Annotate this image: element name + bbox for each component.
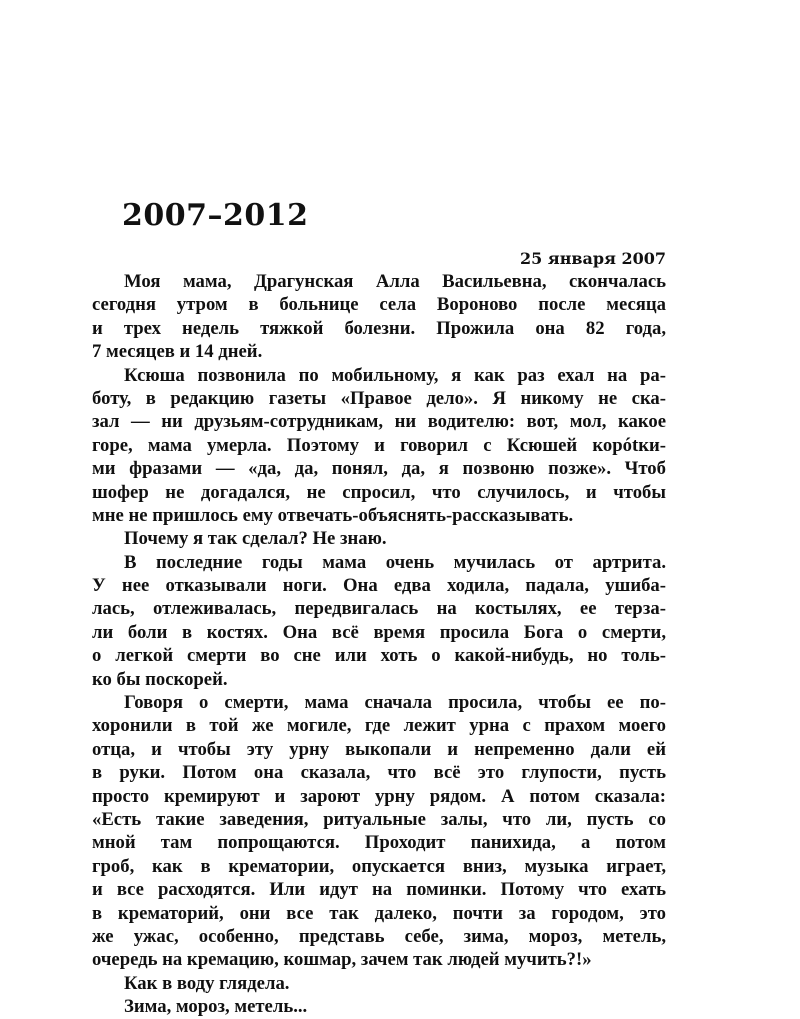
text-line: боту, в редакцию газеты «Правое дело». Я никому не ска- [92, 387, 666, 409]
text-line: и трех недель тяжкой болезни. Прожила она 82 года, [92, 317, 666, 339]
text-line: У нее отказывали ноги. Она едва ходила, падала, ушиба- [92, 575, 666, 597]
text-line: и все расходятся. Или идут на поминки. Потому что ехать [92, 879, 666, 901]
text-line: В последние годы мама очень мучилась от артрита. [124, 551, 666, 573]
text-line: ко бы поскорей. [92, 668, 228, 690]
text-line: Говоря о смерти, мама сначала просила, чтобы ее по- [124, 692, 666, 714]
text-line: ми фразами — «да, да, понял, да, я позвоню позже». Чтоб [92, 458, 666, 480]
text-line: зал — ни друзьям-сотрудникам, ни водителю: вот, мол, какое [92, 411, 666, 433]
text-line: в крематорий, они все так далеко, почти за городом, это [92, 902, 666, 924]
entry-body [92, 270, 666, 1019]
text-line: отца, и чтобы эту урну выкопали и непременно дали ей [92, 738, 666, 760]
text-line: просто кремируют и зароют урну рядом. А потом сказала: [92, 785, 666, 807]
text-line: 7 месяцев и 14 дней. [92, 341, 263, 363]
text-line: о легкой смерти во сне или хоть о какой-нибудь, но толь- [92, 645, 666, 667]
text-line: хоронили в той же могиле, где лежит урна с прахом моего [92, 715, 666, 737]
text-line: сегодня утром в больнице села Вороново после месяца [92, 294, 666, 316]
text-line: Моя мама, Драгунская Алла Васильевна, скончалась [124, 271, 666, 292]
text-line: гроб, как в крематории, опускается вниз, музыка играет, [92, 855, 666, 877]
text-line: мне не пришлось ему отвечать-объяснять-рассказывать. [92, 504, 574, 526]
text-line: Как в воду глядела. [124, 972, 290, 994]
text-line: лась, отлеживалась, передвигалась на костылях, ее терза- [92, 598, 666, 620]
text-line: «Есть такие заведения, ритуальные залы, что ли, пусть со [92, 808, 666, 830]
text-line: ли боли в костях. Она всё время просила Бога о смерти, [92, 621, 666, 643]
chapter-title: 2007–2012 [122, 198, 309, 233]
entry-date: 25 января 2007 [520, 249, 666, 268]
text-line: же ужас, особенно, представь себе, зима, мороз, метель, [92, 925, 666, 947]
text-line: Зима, мороз, метель... [124, 996, 308, 1018]
text-line: шофер не догадался, не спросил, что случилось, и чтобы [92, 481, 666, 503]
text-line: в руки. Потом она сказала, что всё это глупости, пусть [92, 762, 666, 784]
text-line: горе, мама умерла. Поэтому и говорил с Ксюшей корótки- [92, 434, 666, 456]
text-line: Почему я так сделал? Не знаю. [124, 528, 387, 550]
text-line: очередь на кремацию, кошмар, зачем так людей мучить?!» [92, 949, 592, 971]
text-line: Ксюша позвонила по мобильному, я как раз ехал на ра- [124, 364, 666, 386]
text-line: мной там попрощаются. Проходит панихида, а потом [92, 832, 666, 854]
